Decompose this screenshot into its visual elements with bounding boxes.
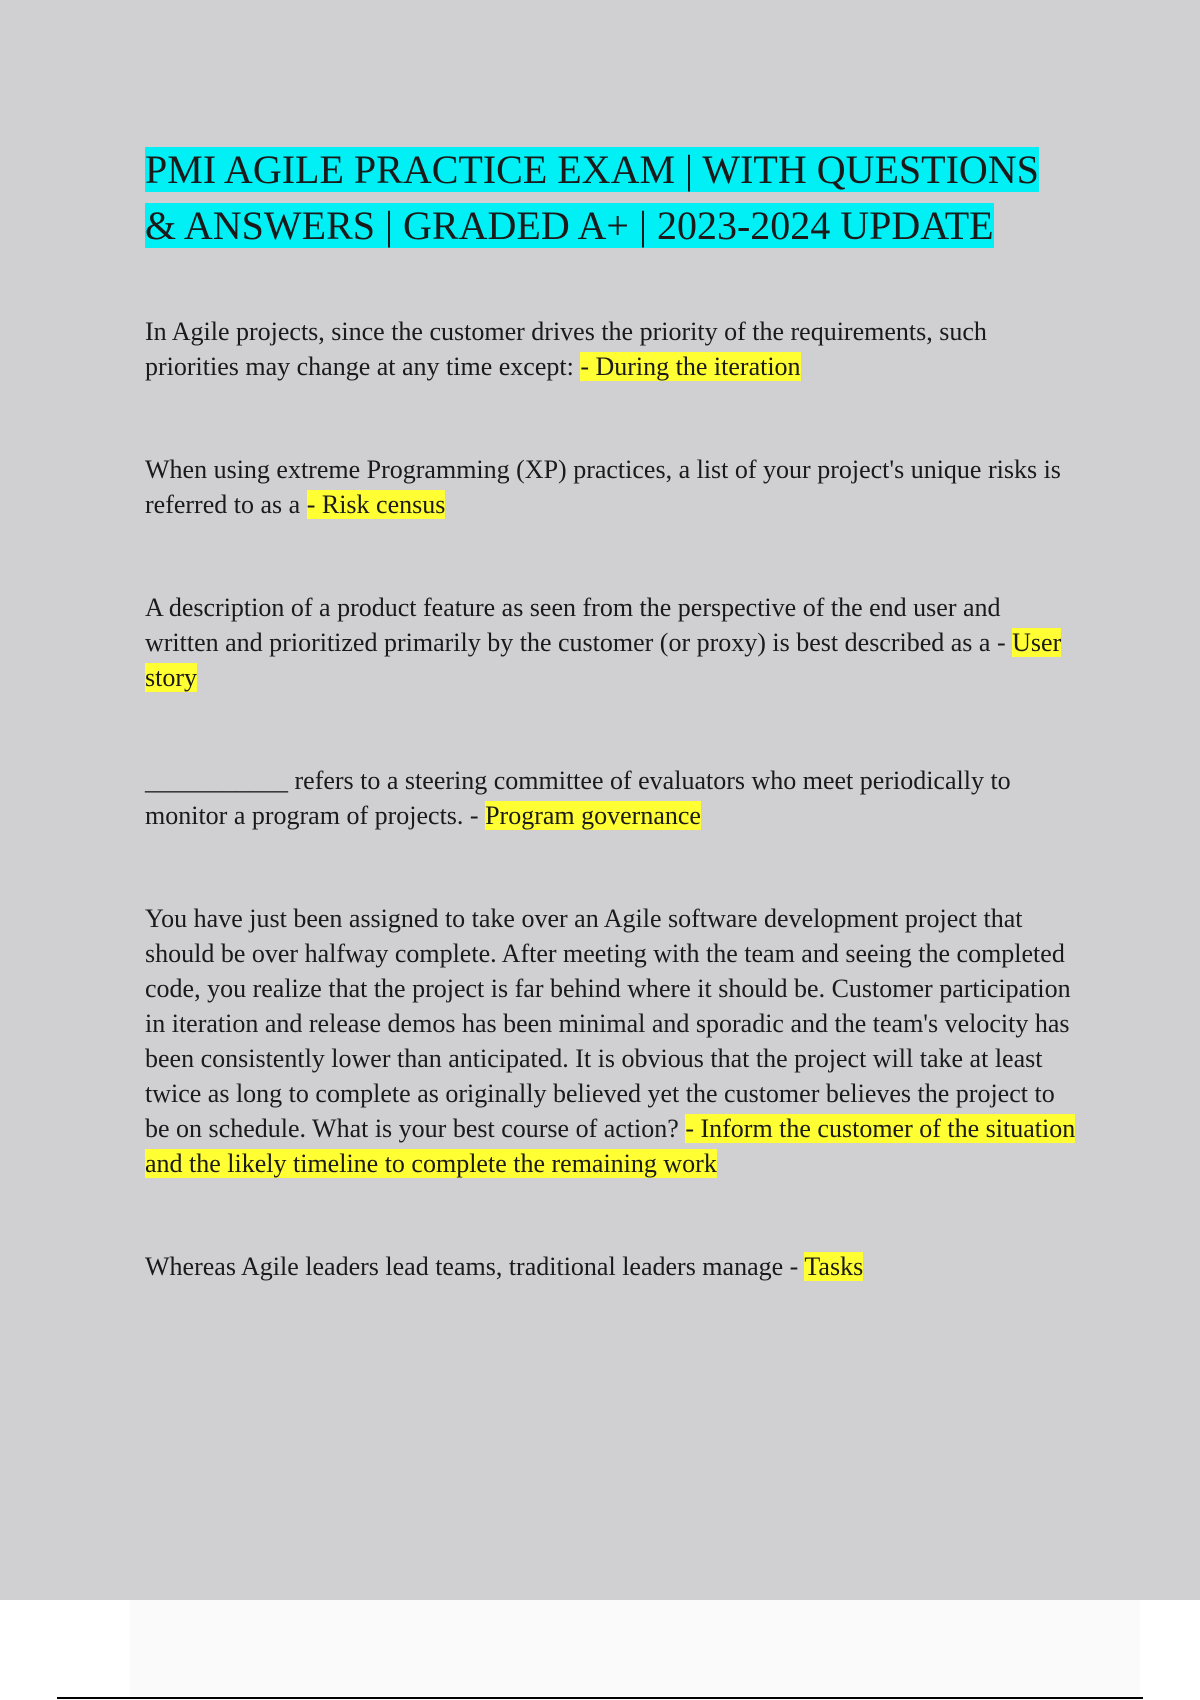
- page-footer-area: [0, 1600, 1200, 1700]
- document-content: [145, 142, 1080, 1284]
- answer-highlight: Tasks: [804, 1252, 864, 1281]
- qa-item-4: [145, 763, 1080, 833]
- answer-highlight: - Inform the customer of the situation and the likely timeline to complete the remaining work: [145, 1114, 1076, 1178]
- question-text: ___________ refers to a steering committee of evaluators who meet periodically to monitor a program of projects. -: [145, 766, 1011, 830]
- answer-highlight: - Risk census: [306, 490, 446, 519]
- question-text: A description of a product feature as seen from the perspective of the end user and written and prioritized primarily by the customer (or proxy) is best described as a -: [145, 593, 1013, 657]
- question-text: You have just been assigned to take over an Agile software development project that should be over halfway complete. After meeting with the team and seeing the completed code, you realize that the project is far behind where it should be. Customer participation in iteration and release demos has been minimal and sporadic and the team's velocity has been consistently lower than anticipated. It is obvious that the project will take at least twice as long to complete as originally believed yet the customer believes the project to be on schedule. What is your best course of action?: [145, 904, 1071, 1143]
- answer-highlight: User story: [145, 628, 1062, 692]
- document-title: [145, 142, 1080, 254]
- qa-item-5: [145, 901, 1080, 1181]
- answer-highlight: - During the iteration: [580, 352, 801, 381]
- qa-item-3: [145, 590, 1080, 695]
- question-text: Whereas Agile leaders lead teams, traditional leaders manage -: [145, 1252, 805, 1281]
- answer-highlight: Program governance: [485, 801, 701, 830]
- question-text: In Agile projects, since the customer drives the priority of the requirements, such priorities may change at any time except:: [145, 317, 987, 381]
- qa-item-2: [145, 452, 1080, 522]
- footer-strip: [130, 1600, 1140, 1696]
- question-text: When using extreme Programming (XP) practices, a list of your project's unique risks is referred to as a: [145, 455, 1061, 519]
- footer-divider: [57, 1697, 1143, 1699]
- qa-item-6: [145, 1249, 1080, 1284]
- qa-item-1: [145, 314, 1080, 384]
- title-highlight: PMI AGILE PRACTICE EXAM | WITH QUESTIONS & ANSWERS | GRADED A+ | 2023-2024 UPDATE: [145, 147, 1039, 248]
